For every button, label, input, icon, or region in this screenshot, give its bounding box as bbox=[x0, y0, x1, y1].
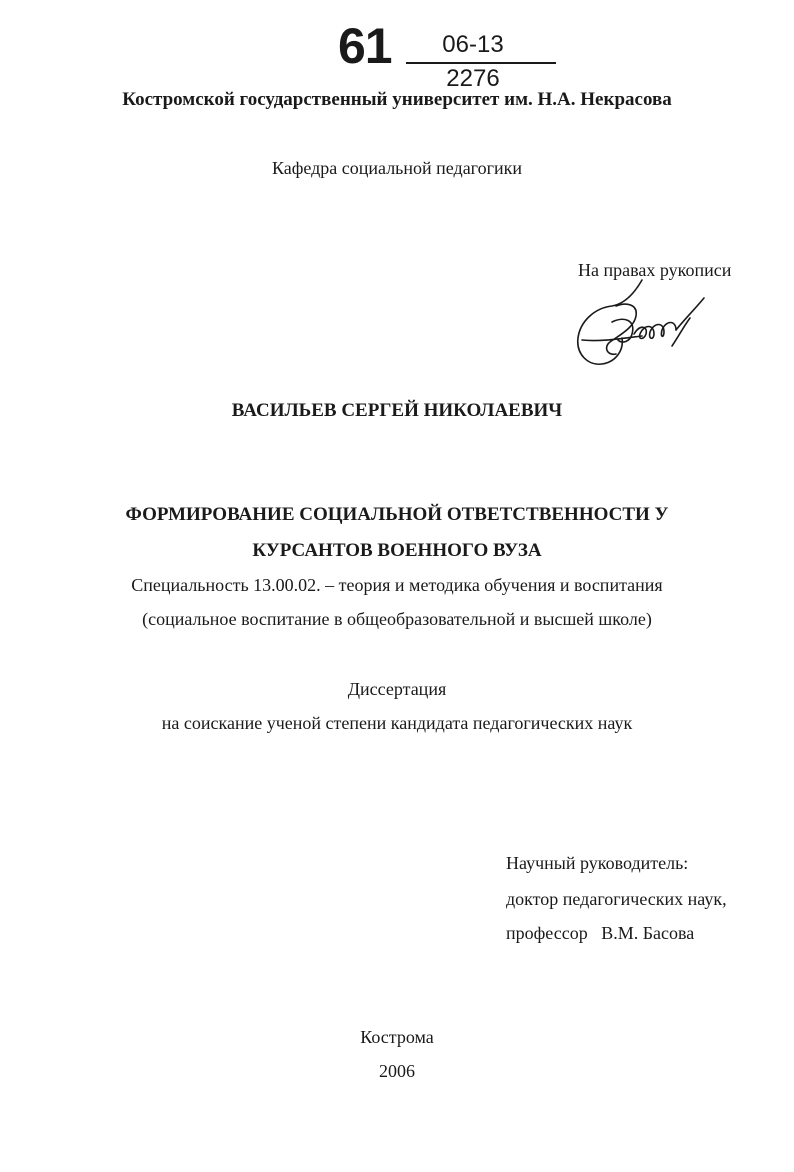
year: 2006 bbox=[379, 1061, 415, 1081]
supervisor-name: профессор В.М. Басова bbox=[506, 923, 695, 943]
author-name: ВАСИЛЬЕВ СЕРГЕЙ НИКОЛАЕВИЧ bbox=[231, 400, 563, 421]
supervisor-degree: доктор педагогических наук, bbox=[506, 889, 727, 909]
university-name: Костромской государственный университет им. Н.А. Некрасова bbox=[122, 89, 672, 110]
registration-stamp bbox=[338, 16, 538, 92]
specialty-line-2: (социальное воспитание в общеобразовательной и высшей школе) bbox=[142, 609, 652, 629]
supervisor-label: Научный руководитель: bbox=[506, 853, 689, 873]
city: Кострома bbox=[360, 1027, 434, 1047]
dissertation-title-line-2: КУРСАНТОВ ВОЕННОГО ВУЗА bbox=[252, 540, 542, 561]
stamp-fraction-line bbox=[406, 62, 556, 64]
stamp-numerator: 06-13 bbox=[442, 31, 504, 58]
dissertation-title-line-1: ФОРМИРОВАНИЕ СОЦИАЛЬНОЙ ОТВЕТСТВЕННОСТИ У bbox=[125, 504, 669, 525]
degree-description: на соискание ученой степени кандидата педагогических наук bbox=[161, 713, 633, 733]
manuscript-note: На правах рукописи bbox=[578, 260, 732, 280]
handwritten-signature bbox=[572, 276, 722, 372]
dissertation-label: Диссертация bbox=[347, 679, 447, 699]
stamp-prefix: 61 bbox=[338, 18, 392, 74]
specialty-line-1: Специальность 13.00.02. – теория и методика обучения и воспитания bbox=[131, 575, 663, 595]
department-name: Кафедра социальной педагогики bbox=[271, 158, 523, 178]
stamp-denominator: 2276 bbox=[446, 65, 500, 92]
